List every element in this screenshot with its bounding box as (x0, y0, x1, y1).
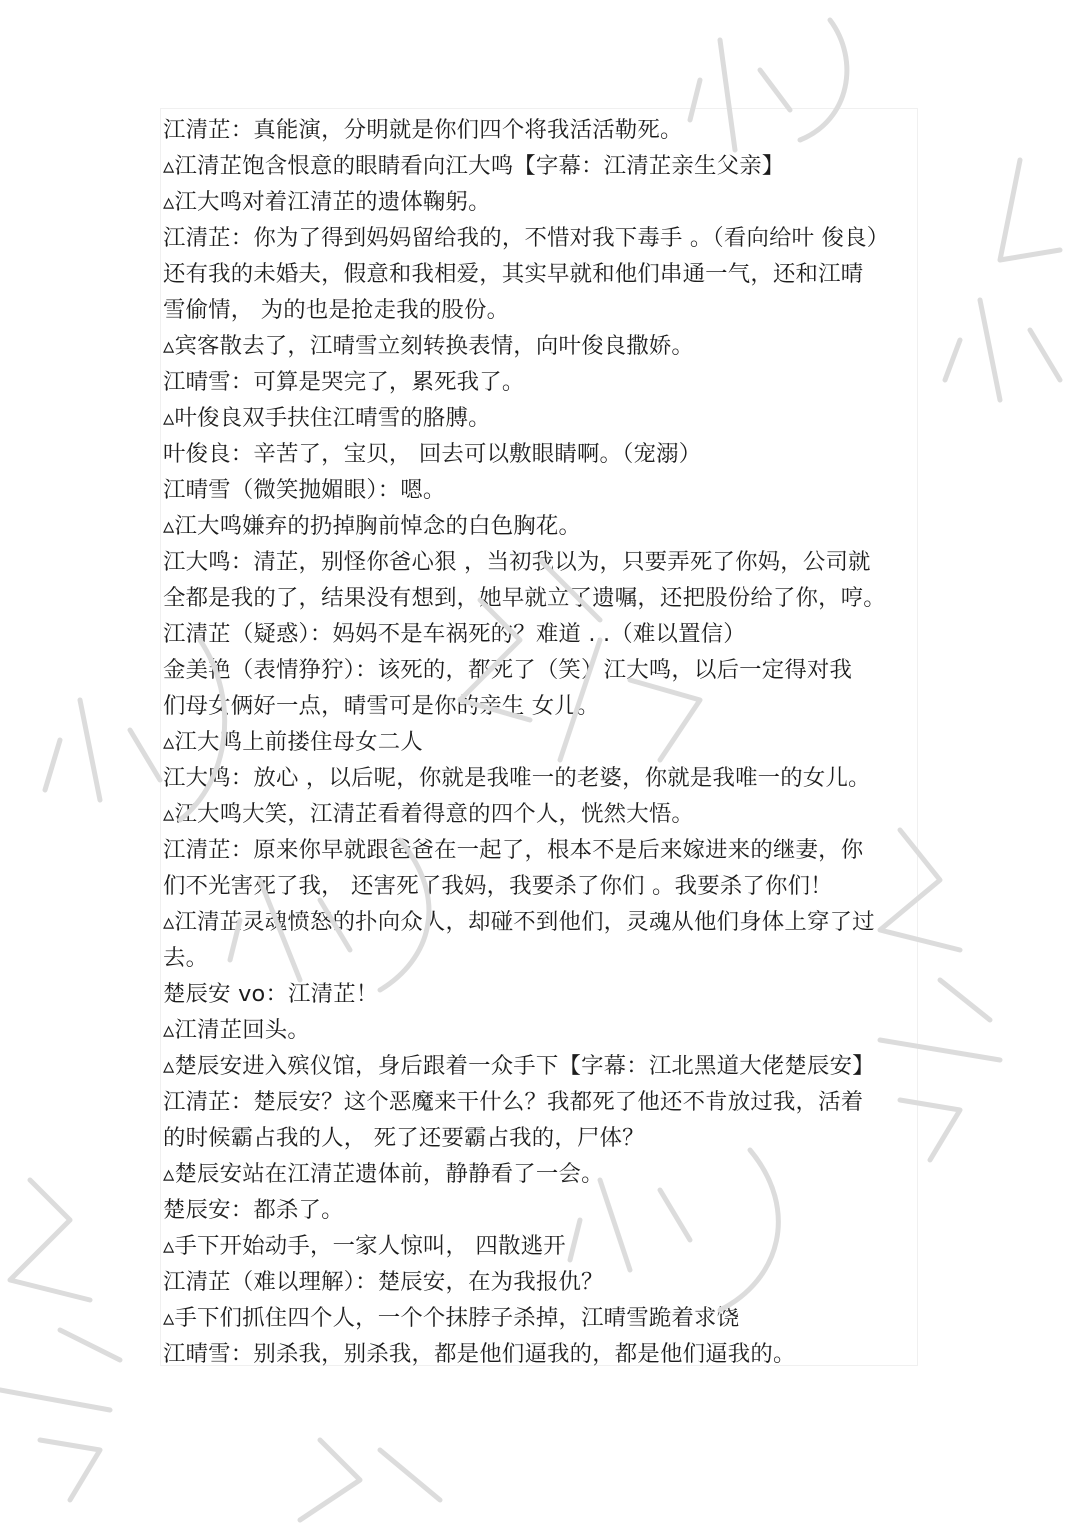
script-line: ▵江大鸣上前搂住母女二人 (163, 729, 423, 755)
script-line: 江大鸣：放心 ，以后呢，你就是我唯一的老婆，你就是我唯一的女儿。 (163, 765, 871, 791)
script-line: 的时候霸占我的人， 死了还要霸占我的，尸体？ (163, 1125, 645, 1151)
script-line: ▵叶俊良双手扶住江晴雪的胳膊。 (163, 405, 491, 431)
script-body (163, 112, 923, 1372)
script-line: 江清芷（疑惑）：妈妈不是车祸死的？难道 ...（难以置信） (163, 621, 746, 647)
script-line: 金美艳（表情狰狞）：该死的，都死了（笑）江大鸣，以后一定得对我 (163, 657, 853, 683)
script-line: 江清芷：楚辰安？这个恶魔来干什么？我都死了他还不肯放过我，活着 (163, 1089, 864, 1115)
script-line: 们不光害死了我， 还害死了我妈，我要杀了你们 。我要杀了你们！ (163, 873, 833, 899)
script-line: ▵楚辰安进入殡仪馆，身后跟着一众手下【字幕：江北黑道大佬楚辰安】 (163, 1053, 875, 1079)
script-line: ▵江清芷灵魂愤怒的扑向众人，却碰不到他们，灵魂从他们身体上穿了过 (163, 909, 875, 935)
script-line: ▵江大鸣对着江清芷的遗体鞠躬。 (163, 189, 491, 215)
script-line: 叶俊良：辛苦了，宝贝， 回去可以敷眼睛啊。（宠溺） (163, 441, 702, 467)
script-line: 江晴雪（微笑抛媚眼）：嗯。 (163, 477, 446, 503)
script-line: 雪偷情， 为的也是抢走我的股份。 (163, 297, 510, 323)
script-line: ▵宾客散去了，江晴雪立刻转换表情，向叶俊良撒娇。 (163, 333, 695, 359)
script-line: 江清芷（难以理解）：楚辰安，在为我报仇？ (163, 1269, 604, 1295)
script-line: 江大鸣：清芷，别怪你爸心狠 ，当初我以为，只要弄死了你妈，公司就 (163, 549, 871, 575)
script-line: 江晴雪：可算是哭完了，累死我了。 (163, 369, 525, 395)
script-line: ▵江大鸣嫌弃的扔掉胸前悼念的白色胸花。 (163, 513, 582, 539)
script-line: ▵江大鸣大笑，江清芷看着得意的四个人，恍然大悟。 (163, 801, 695, 827)
script-line: ▵江清芷回头。 (163, 1017, 310, 1043)
script-line: 全都是我的了，结果没有想到，她早就立了遗嘱，还把股份给了你，哼。 (163, 585, 886, 611)
script-line: 们母女俩好一点，晴雪可是你的亲生 女儿。 (163, 693, 600, 719)
script-line: 去。 (163, 945, 209, 971)
script-line: 江晴雪：别杀我，别杀我，都是他们逼我的，都是他们逼我的。 (163, 1341, 796, 1367)
script-line: ▵手下开始动手，一家人惊叫， 四散逃开 (163, 1233, 566, 1259)
script-line: ▵手下们抓住四个人，一个个抹脖子杀掉，江晴雪跪着求饶 (163, 1305, 740, 1331)
script-line: 楚辰安：都杀了。 (163, 1197, 344, 1223)
script-line: ▵楚辰安站在江清芷遗体前，静静看了一会。 (163, 1161, 604, 1187)
script-line: ▵江清芷饱含恨意的眼睛看向江大鸣【字幕：江清芷亲生父亲】 (163, 153, 785, 179)
script-line: 还有我的未婚夫，假意和我相爱，其实早就和他们串通一气，还和江晴 (163, 261, 864, 287)
script-line: 江清芷：你为了得到妈妈留给我的，不惜对我下毒手 。（看向给叶 俊良） (163, 225, 890, 251)
script-line: 楚辰安 vo：江清芷！ (163, 981, 379, 1007)
script-line: 江清芷：真能演，分明就是你们四个将我活活勒死。 (163, 117, 683, 143)
script-line: 江清芷：原来你早就跟爸爸在一起了，根本不是后来嫁进来的继妻，你 (163, 837, 864, 863)
